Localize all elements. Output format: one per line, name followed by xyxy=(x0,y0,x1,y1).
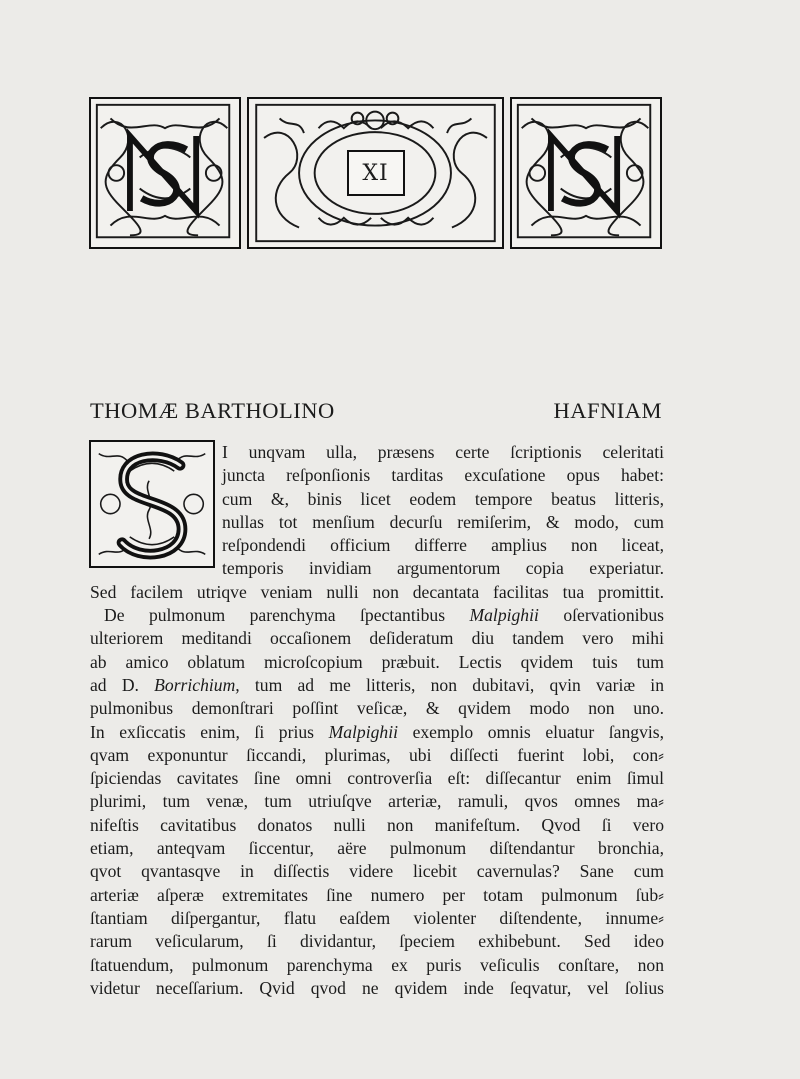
text-line: pulmonibus demonſtrari poſſint veſicæ, & qvidem modo non uno. xyxy=(90,698,664,719)
title-destination: HAFNIAM xyxy=(553,398,662,423)
text-line: qvot qvantasqve in diſſectis videre licebit cavernulas? Sane cum xyxy=(90,861,664,882)
floral-ornament-icon xyxy=(512,99,660,247)
text-line: ſtantiam diſpergantur, flatu eaſdem violenter diſtendente, innume⸗ xyxy=(90,907,664,928)
text-line: ſpiciendas cavitates ſine omni controverſia eſt: diſſecantur enim ſimul xyxy=(90,768,664,789)
text-line: De pulmonum parenchyma ſpectantibus Malpighii oſervationibus xyxy=(104,605,664,626)
text-line: nullas tot menſium decurſu remiſerim, & modo, cum xyxy=(222,511,664,532)
numeral-panel xyxy=(247,97,504,249)
text-line: Sed facilem utriqve veniam nulli non decantata facilitas tua promittit. xyxy=(90,581,664,602)
text-line: reſpondendi officium differre amplius non liceat, xyxy=(222,535,664,556)
text-line: cum &, binis licet eodem tempore beatus litteris, xyxy=(222,488,664,509)
text-line: nifeſtis cavitatibus donatos nulli non manifeſtum. Qvod ſi vero xyxy=(90,814,664,835)
floral-ornament-icon xyxy=(91,99,239,247)
monogram-panel-right xyxy=(510,97,662,249)
text-line: ſtatuendum, pulmonum parenchyma ex puris veſiculis conſtare, non xyxy=(90,954,664,975)
text-line: I unqvam ulla, præsens certe ſcriptionis celeritati xyxy=(222,442,664,462)
text-line: etiam, anteqvam ſiccentur, aëre pulmonum diſtendantur bronchia, xyxy=(90,838,664,859)
text-line: videtur neceſſarium. Qvid qvod ne qvidem inde ſeqvatur, vel ſolius xyxy=(90,977,664,998)
text-line: qvam exponuntur ſiccandi, plurimas, ubi diſſecti fuerint lobi, con⸗ xyxy=(90,744,664,765)
text-line: In exſiccatis enim, ſi prius Malpighii exemplo omnis eluatur ſangvis, xyxy=(90,721,664,742)
text-line: ulteriorem meditandi occaſionem deſideratum diu tandem vero mihi xyxy=(90,628,664,649)
page-title xyxy=(90,398,662,426)
text-line: ab amico oblatum microſcopium præbuit. Lectis qvidem tuis tum xyxy=(90,651,664,672)
text-line: rarum veſicularum, ſi dividantur, ſpeciem exhibebunt. Sed ideo xyxy=(90,931,664,952)
monogram-panel-left xyxy=(89,97,241,249)
show-through-text xyxy=(90,248,662,416)
text-line: temporis invidiam argumentorum copia experiatur. xyxy=(222,558,664,579)
chapter-numeral: XI xyxy=(347,150,405,196)
letter-body xyxy=(90,441,664,1000)
text-line: ad D. Borrichium, tum ad me litteris, non dubitavi, qvin variæ in xyxy=(90,674,664,695)
title-addressee: THOMÆ BARTHOLINO xyxy=(90,398,335,423)
text-line: juncta reſponſionis tarditas excuſatione opus habet: xyxy=(222,465,664,486)
text-line: arteriæ aſperæ extremitates ſine numero per totam pulmonum ſub⸗ xyxy=(90,884,664,905)
text-line: plurimi, tum venæ, tum utriuſqve arteriæ, ramuli, qvos omnes ma⸗ xyxy=(90,791,664,812)
ornamental-header xyxy=(89,97,662,249)
